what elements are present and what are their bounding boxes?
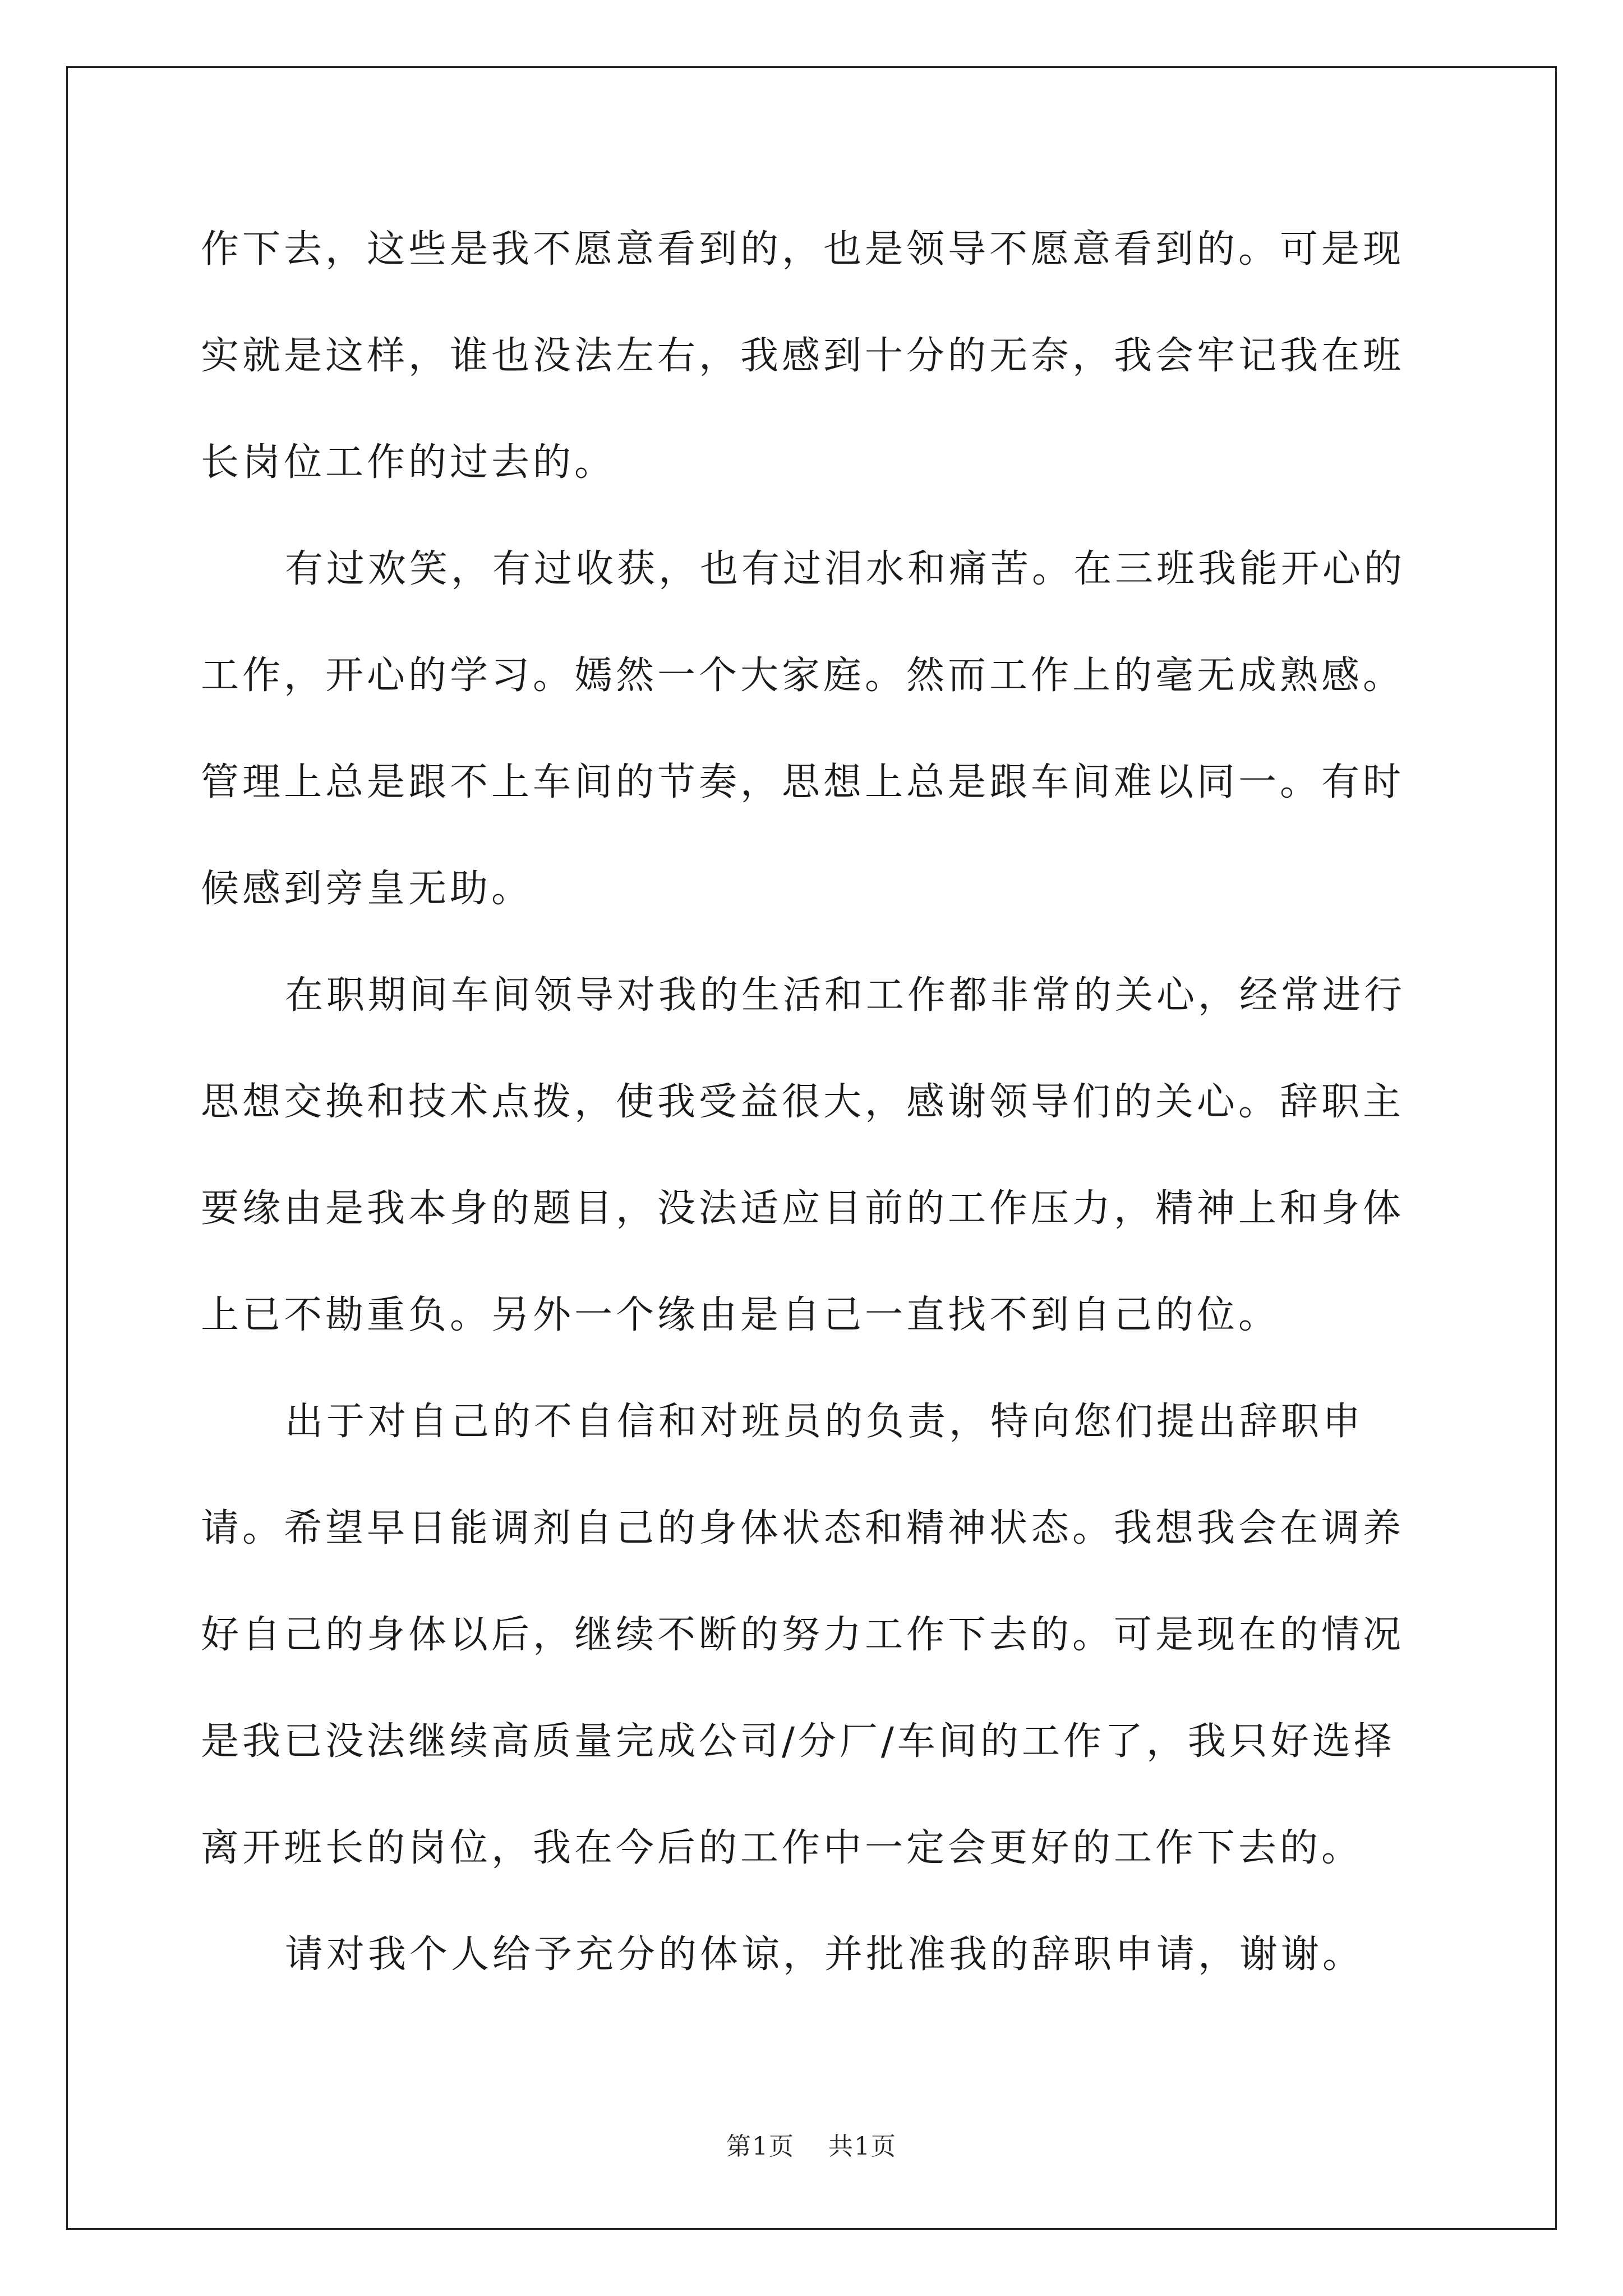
page-total: 共1页 — [828, 2132, 897, 2161]
page-footer — [0, 2126, 1623, 2162]
paragraph-closing: 请对我个人给予充分的体谅，并批准我的辞职申请，谢谢。 — [285, 1932, 1364, 1977]
page-number: 第1页 — [726, 2132, 795, 2161]
paragraph-continuation: 作下去，这些是我不愿意看到的，也是领导不愿意看到的。可是现实就是这样，谁也没法左右，我感到十分的无奈，我会牢记我在班长岗位工作的过去的。 — [201, 227, 1405, 485]
paragraph-joys-and-struggles: 有过欢笑，有过收获，也有过泪水和痛苦。在三班我能开心的工作，开心的学习。嫣然一个大家庭。然而工作上的毫无成熟感。管理上总是跟不上车间的节奏，思想上总是跟车间难以同一。有时候感到旁皇无助。 — [201, 547, 1406, 911]
document-body — [201, 196, 1429, 2008]
paragraph-resignation-request: 出于对自己的不自信和对班员的负责，特向您们提出辞职申请。希望早日能调剂自己的身体状态和精神状态。我想我会在调养好自己的身体以后，继续不断的努力工作下去的。可是现在的情况是我已没法继续高质量完成公司/分厂/车间的工作了，我只好选择离开班长的岗位，我在今后的工作中一定会更好的工作下去的。 — [201, 1400, 1405, 1870]
paragraph-reasons: 在职期间车间领导对我的生活和工作都非常的关心，经常进行思想交换和技术点拨，使我受益很大，感谢领导们的关心。辞职主要缘由是我本身的题目，没法适应目前的工作压力，精神上和身体上已不勘重负。另外一个缘由是自己一直找不到自己的位。 — [201, 973, 1406, 1337]
